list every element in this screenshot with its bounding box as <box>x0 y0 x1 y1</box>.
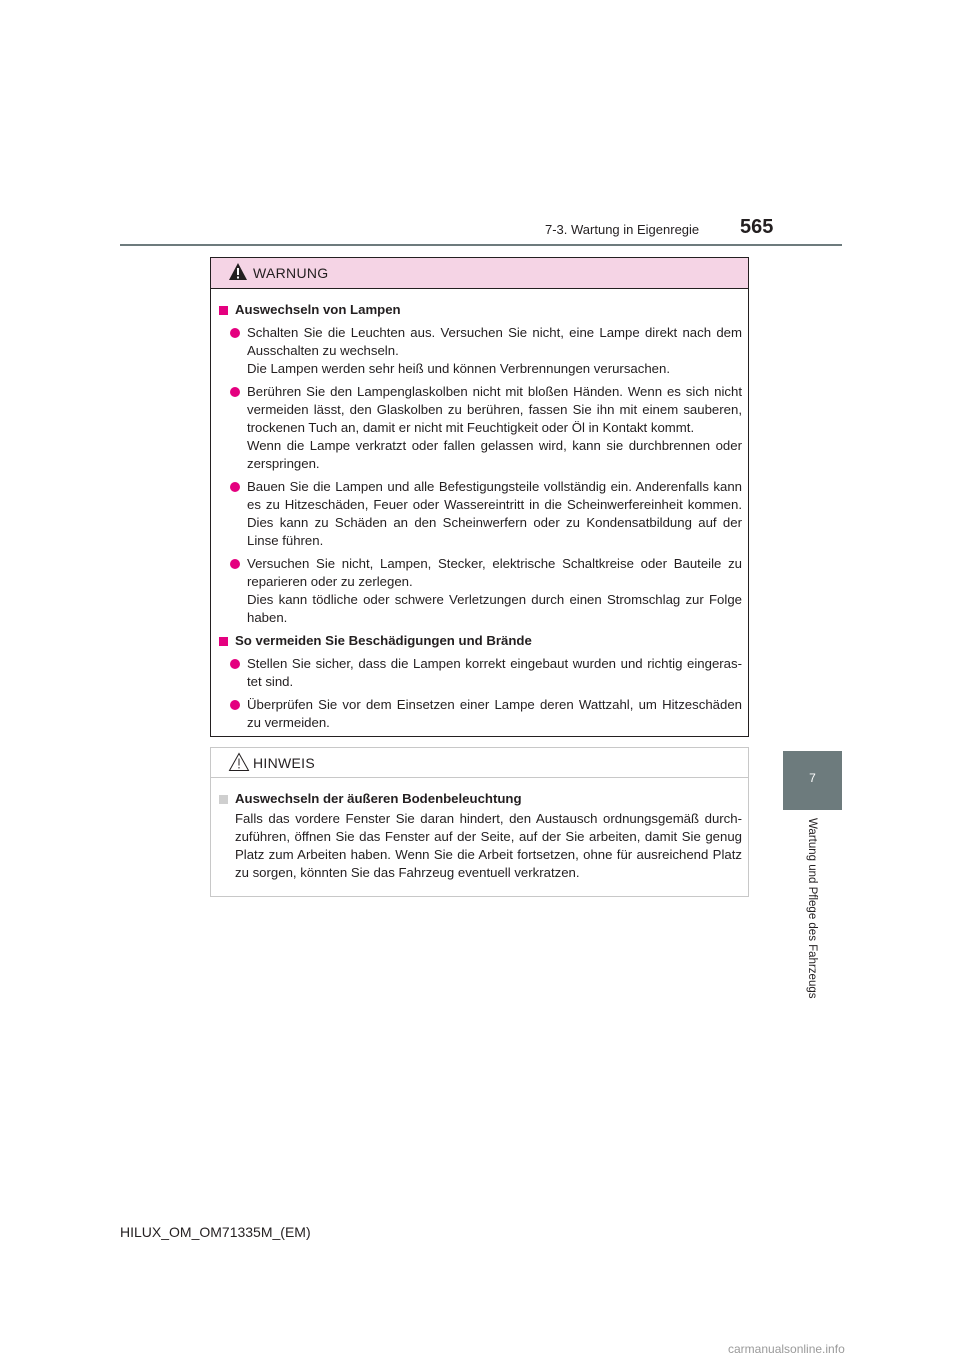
bullet-icon <box>230 387 240 397</box>
notice-header <box>211 748 748 778</box>
bullet-icon <box>230 328 240 338</box>
bullet-icon <box>230 482 240 492</box>
list-item: Versuchen Sie nicht, Lampen, Stecker, elektrische Schaltkreise oder Bauteile zu reparieren oder zu zerlegen. Dies kann tödliche oder schwere Verletzungen durch einen Stromschlag zur Folge haben. <box>217 555 742 627</box>
watermark: carmanualsonline.info <box>728 1342 845 1356</box>
footer-code: HILUX_OM_OM71335M_(EM) <box>120 1224 311 1240</box>
list-item: Bauen Sie die Lampen und alle Befestigungsteile vollständig ein. Anderenfalls kann es zu Hitzeschäden, Feuer oder Wassereintritt in die Scheinwerfereinheit kommen. Dies kann zu Schäden an den Scheinwerfern oder zu Kondensatbildung auf der Linse führen. <box>217 478 742 550</box>
list-item: Stellen Sie sicher, dass die Lampen korrekt eingebaut wurden und richtig eingeras-tet sind. <box>217 655 742 691</box>
warning-triangle-icon <box>228 262 248 281</box>
section-title: Auswechseln der äußeren Bodenbeleuchtung <box>217 790 742 808</box>
warning-header <box>211 258 748 289</box>
header-rule <box>120 244 842 246</box>
list-item: Überprüfen Sie vor dem Einsetzen einer Lampe deren Wattzahl, um Hitzeschäden zu vermeiden. <box>217 696 742 732</box>
section-title: Auswechseln von Lampen <box>217 301 742 319</box>
header-section: 7-3. Wartung in Eigenregie <box>545 222 700 237</box>
notice-label: HINWEIS <box>253 755 315 771</box>
bullet-icon <box>230 559 240 569</box>
chapter-tab <box>783 751 842 810</box>
warning-box <box>210 257 749 737</box>
notice-box <box>210 747 749 897</box>
caution-outline-icon <box>228 752 250 772</box>
list-item: Schalten Sie die Leuchten aus. Versuchen Sie nicht, eine Lampe direkt nach dem Ausschalten zu wechseln. Die Lampen werden sehr heiß und können Verbrennungen verursachen. <box>217 324 742 378</box>
bullet-icon <box>230 659 240 669</box>
notice-text: Falls das vordere Fenster Sie daran hindert, den Austausch ordnungsgemäß durch-zuführen, öffnen Sie das Fenster auf der Seite, auf der Sie arbeiten, damit Sie genug Platz zum Arbeiten haben. Wenn Sie die Arbeit fortsetzen, ohne für ausreichend Platz zu sorgen, könnten Sie das Fahrzeug eventuell verkratzen. <box>235 811 742 880</box>
list-item: Berühren Sie den Lampenglaskolben nicht mit bloßen Händen. Wenn es sich nicht vermeiden lässt, den Glaskolben zu berühren, fassen Sie ihn mit einem sauberen, trockenen Tuch an, damit er nicht mit Feuchtigkeit oder Öl in Kontakt kommt. Wenn die Lampe verkratzt oder fallen gelassen wird, kann sie durchbrennen oder zerspringen. <box>217 383 742 473</box>
square-bullet-icon <box>219 306 228 315</box>
bullet-icon <box>230 700 240 710</box>
warning-content <box>211 289 748 732</box>
chapter-title: Wartung und Pflege des Fahrzeugs <box>806 818 818 999</box>
chapter-number: 7 <box>809 771 816 785</box>
page-number: 565 <box>740 216 774 238</box>
section-title: So vermeiden Sie Beschädigungen und Brände <box>217 632 742 650</box>
notice-content <box>211 778 748 882</box>
square-bullet-icon <box>219 637 228 646</box>
square-bullet-icon <box>219 795 228 804</box>
warning-label: WARNUNG <box>253 265 329 281</box>
